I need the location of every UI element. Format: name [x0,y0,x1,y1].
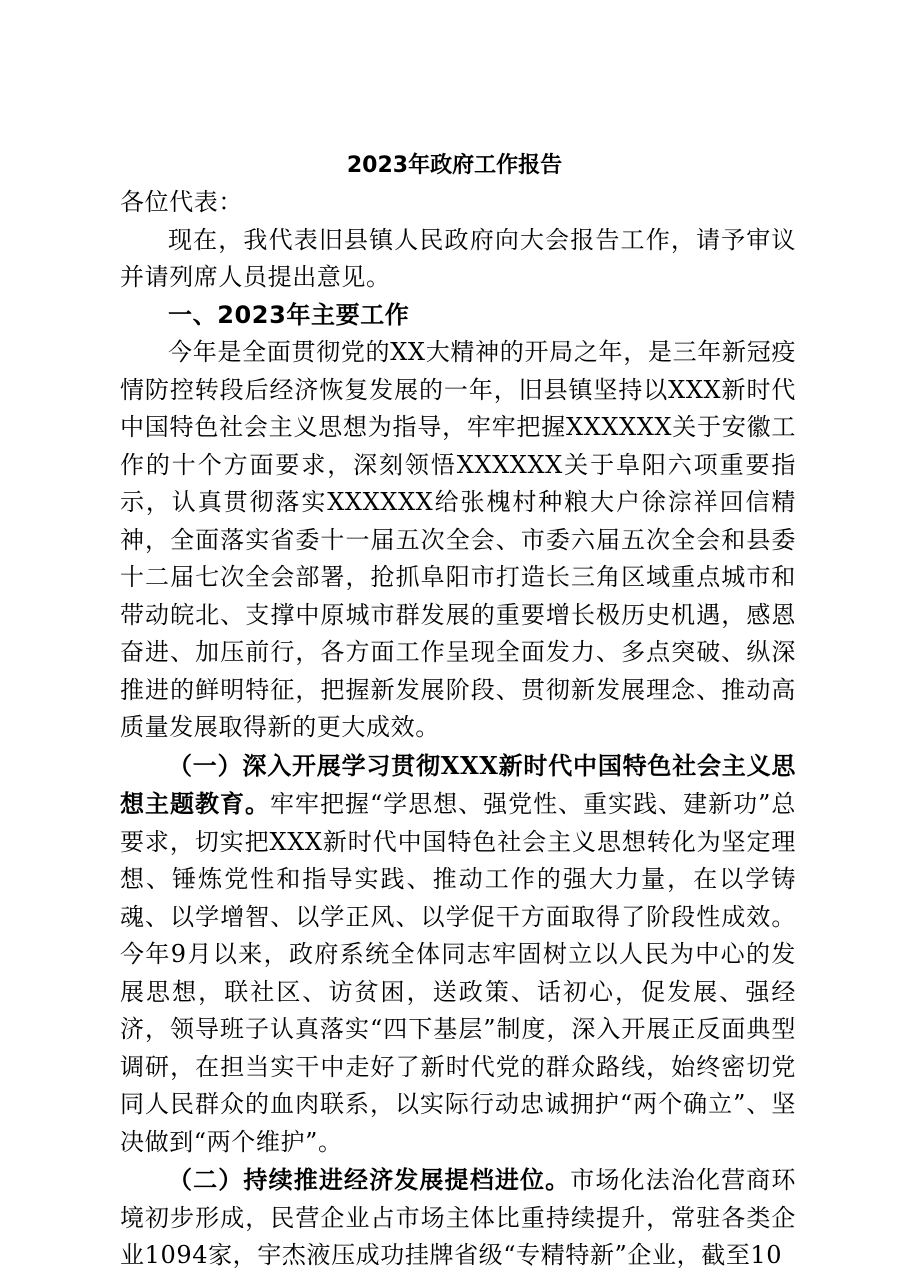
salutation: 各位代表： [120,188,243,216]
intro-paragraph: 现在，我代表旧县镇人民政府向大会报告工作，请予审议并请列席人员提出意见。 [120,225,796,291]
item-1-heading: （一）深入开展学习贯彻XXX新时代中国特色社会主义思想主题教育。 [120,750,796,818]
document-body [120,184,796,1275]
section-paragraph: 今年是全面贯彻党的XX大精神的开局之年，是三年新冠疫情防控转段后经济恢复发展的一年，旧县镇坚持以XXX新时代中国特色社会主义思想为指导，牢牢把握XXXXXX关于安徽工作的十个方面要求，深刻领悟XXXXXX关于阜阳六项重要指示，认真贯彻落实XXXXXX给张槐村种粮大户徐淙祥回信精神，全面落实省委十一届五次全会、市委六届五次全会和县委十二届七次全会部署，抢抓阜阳市打造长三角区域重点城市和带动皖北、支撑中原城市群发展的重要增长极历史机遇，感恩奋进、加压前行，各方面工作呈现全面发力、多点突破、纵深推进的鲜明特征，把握新发展阶段、贯彻新发展理念、推动高质量发展取得新的更大成效。 [120,338,796,741]
item-2-paragraph [120,1161,796,1275]
item-2-heading: （二）持续推进经济发展提档进位。 [168,1165,571,1194]
item-1-body: 牢牢把握“学思想、强党性、重实践、建新功”总要求，切实把XXX新时代中国特色社会主义思想转化为坚定理想、锤炼党性和指导实践、推动工作的强大力量，在以学铸魂、以学增智、以学正风、以学促干方面取得了阶段性成效。今年9月以来，政府系统全体同志牢固树立以人民为中心的发展思想，联社区、访贫困，送政策、话初心，促发展、强经济，领导班子认真落实“四下基层”制度，深入开展正反面典型调研，在担当实干中走好了新时代党的群众路线，始终密切党同人民群众的血肉联系，以实际行动忠诚拥护“两个确立”、坚决做到“两个维护”。 [120,790,796,1156]
item-1-paragraph [120,747,796,1162]
item-2-body: 市场化法治化营商环境初步形成，民营企业占市场主体比重持续提升，常驻各类企业1094家，宇杰液压成功挂牌省级“专精特新”企业，截至10 [120,1166,796,1269]
document-title: 2023年政府工作报告 [346,153,563,178]
section-heading: 一、2023年主要工作 [168,300,410,329]
